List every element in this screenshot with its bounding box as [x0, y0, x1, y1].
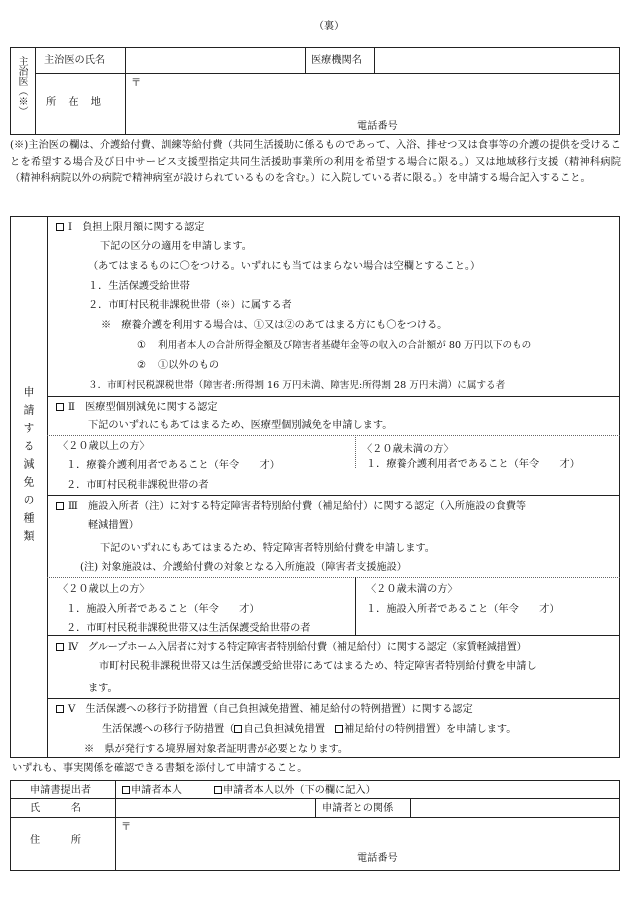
doctor-postal-mark: 〒: [131, 78, 142, 89]
section1-option3: ３．市町村民税課税世帯（障害者:所得割 16 万円未満、障害児:所得割 28 万円未満）に属する者: [88, 380, 506, 391]
section4-line2: ます。: [88, 683, 118, 694]
section3-title: Ⅲ 施設入所者（注）に対する特定障害者特別給付費（補足給付）に関する認定（入所施設の食費等: [56, 501, 526, 513]
section1-sub2-mark: ②: [137, 360, 147, 371]
section1-sub2: ①以外のもの: [158, 360, 220, 371]
section1-sub1-mark: ①: [137, 340, 147, 351]
institution-field[interactable]: [380, 55, 615, 69]
section3-right-item1: １．施設入所者であること（年令 才）: [366, 604, 560, 615]
submitter-phone-label: 電話番号: [357, 853, 398, 864]
section2-title: Ⅱ 医療型個別減免に関する認定: [56, 402, 218, 414]
doctor-address-field[interactable]: [145, 78, 605, 108]
section5-checkbox[interactable]: [56, 705, 64, 713]
section3-checkbox[interactable]: [56, 502, 64, 510]
section3-left-item1: １．施設入所者であること（年令 才）: [66, 604, 260, 615]
section5-title: Ⅴ 生活保護への移行予防措置（自己負担減免措置、補足給付の特例措置）に関する認定: [56, 704, 473, 716]
section2-left-head: 〈２０歳以上の方〉: [58, 441, 150, 452]
doctor-address-label: 所 在 地: [46, 97, 102, 108]
section2-left-item1: １．療養介護利用者であること（年令 才）: [66, 460, 280, 471]
section3-note: (注) 対象施設は、介護給付費の対象となる入所施設（障害者支援施設）: [80, 562, 407, 573]
section2-line1: 下記のいずれにもあてはまるため、医療型個別減免を申請します。: [88, 420, 393, 431]
relation-label: 申請者との関係: [322, 803, 394, 814]
submitter-self-checkbox[interactable]: [122, 786, 130, 794]
section1-line1: 下記の区分の適用を申請します。: [100, 241, 252, 252]
self-pay-reduction-checkbox[interactable]: [234, 725, 242, 733]
reduction-side-label: 申請する減免の種類: [22, 386, 35, 548]
page-side-title: （裏）: [313, 21, 345, 32]
section5-line1: 生活保護への移行予防措置（ 自己負担減免措置 補足給付の特例措置）を申請します。: [102, 724, 517, 735]
section1-sub1: 利用者本人の合計所得金額及び障害者基礎年金等の収入の合計額が 80 万円以下のもの: [158, 340, 532, 351]
submitter-postal-mark: 〒: [121, 822, 132, 833]
section2-checkbox[interactable]: [56, 403, 64, 411]
section2-right-head: 〈２０歳未満の方〉: [362, 444, 454, 455]
section3-left-head: 〈２０歳以上の方〉: [58, 584, 150, 595]
section3-line1: 下記のいずれにもあてはまるため、特定障害者特別給付費を申請します。: [100, 543, 435, 554]
section2-left-item2: ２．市町村民税非課税世帯の者: [66, 480, 209, 491]
section1-option2: ２．市町村民税非課税世帯（※）に属する者: [88, 300, 292, 311]
section1-line2: （あてはまるものに〇をつける。いずれにも当てはまらない場合は空欄とすること。）: [88, 261, 481, 272]
section3-title-cont: 軽減措置）: [88, 520, 139, 531]
section3-left-item2: ２．市町村民税非課税世帯又は生活保護受給世帯の者: [66, 623, 311, 634]
submitter-name-label: 氏 名: [30, 803, 81, 814]
doctor-phone-label: 電話番号: [357, 121, 398, 132]
section4-line1: 市町村民税非課税世帯又は生活保護受給世帯にあてはまるため、特定障害者特別給付費を申請し: [99, 661, 537, 672]
section4-title: Ⅳ グループホーム入居者に対する特定障害者特別給付費（補足給付）に関する認定（家賃軽減措置）: [56, 642, 527, 654]
attachment-note: いずれも、事実関係を確認できる書類を添付して申請すること。: [12, 763, 308, 774]
section1-note: ※ 療養介護を利用する場合は、①又は②のあてはまる方にも〇をつける。: [101, 320, 448, 331]
doctor-side-label: 主治医（※）: [16, 56, 27, 116]
submitter-option-self: 申請者本人: [122, 785, 182, 797]
relation-field[interactable]: [415, 801, 615, 815]
section1-checkbox[interactable]: [56, 223, 64, 231]
submitter-option-other: 申請者本人以外（下の欄に記入）: [214, 785, 376, 797]
submitter-label: 申請書提出者: [30, 785, 92, 796]
section2-right-item1: １．療養介護利用者であること（年令 才）: [366, 459, 580, 470]
submitter-address-label: 住 所: [30, 835, 81, 846]
submitter-address-field[interactable]: [135, 822, 615, 846]
section1-title: Ⅰ 負担上限月額に関する認定: [56, 222, 204, 234]
doctor-name-field[interactable]: [130, 55, 300, 69]
section1-option1: １．生活保護受給世帯: [88, 281, 190, 292]
supplementary-benefit-checkbox[interactable]: [335, 725, 343, 733]
section3-right-head: 〈２０歳未満の方〉: [366, 584, 458, 595]
doctor-note: (※)主治医の欄は、介護給付費、訓練等給付費（共同生活援助に係るものであって、入浴、排せつ又は食事等の介護の提供を受けることを希望する場合及び日中サービス支援型指定共同生活援助事業所の利用を希望する場合に限る。）又は地域移行支援（精神科病院（精神科病院以外の病院で精神病室が設けられているものを含む。）に入院している者に限る。）を申請する場合記入すること。: [10, 140, 621, 184]
institution-label: 医療機関名: [311, 55, 362, 66]
submitter-other-checkbox[interactable]: [214, 786, 222, 794]
doctor-name-label: 主治医の氏名: [44, 55, 106, 66]
section4-checkbox[interactable]: [56, 643, 64, 651]
section5-note: ※ 県が発行する境界層対象者証明書が必要となります。: [84, 744, 349, 755]
submitter-name-field[interactable]: [120, 801, 310, 815]
